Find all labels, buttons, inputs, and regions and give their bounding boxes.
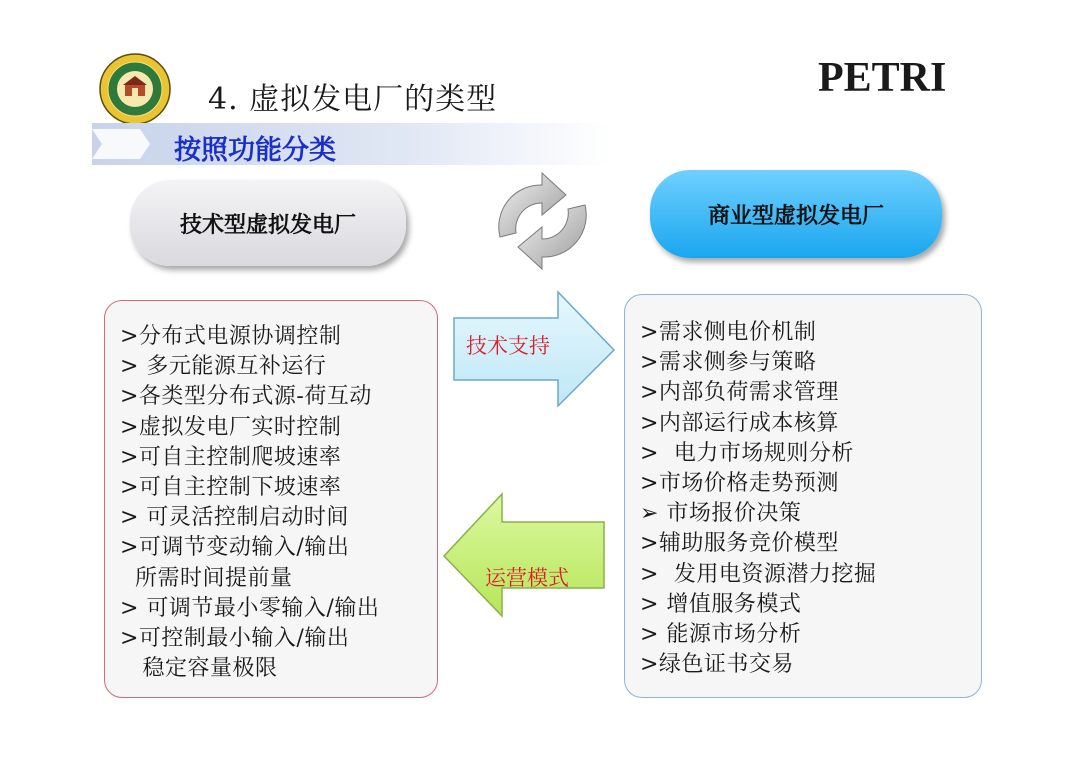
list-item: > 发用电资源潜力挖掘 xyxy=(640,561,877,587)
list-item: >市场价格走势预测 xyxy=(640,471,839,497)
list-item: >可控制最小输入/输出 xyxy=(120,626,350,652)
section-subtitle: 按照功能分类 xyxy=(174,135,336,166)
tech-support-label: 技术支持 xyxy=(466,334,550,358)
list-item: >需求侧电价机制 xyxy=(640,320,817,345)
list-item: > 多元能源互补运行 xyxy=(120,354,327,380)
chevron-right-icon xyxy=(92,123,172,165)
list-item: ➢ 市场报价决策 xyxy=(640,501,802,527)
list-item: >可自主控制爬坡速率 xyxy=(120,444,342,470)
list-item: >绿色证书交易 xyxy=(640,652,794,678)
list-item: > 可调节最小零输入/输出 xyxy=(120,595,380,621)
page-title: 4. 虚拟发电厂的类型 xyxy=(208,82,498,117)
list-item: >虚拟发电厂实时控制 xyxy=(120,414,342,440)
technical-vpp-heading: 技术型虚拟发电厂 xyxy=(130,180,406,266)
list-item: >可调节变动输入/输出 xyxy=(120,535,350,561)
university-seal-logo xyxy=(98,52,172,126)
list-item: >需求侧参与策略 xyxy=(640,350,817,376)
list-item: > 可灵活控制启动时间 xyxy=(120,505,349,531)
operation-mode-label: 运营模式 xyxy=(485,566,569,590)
commercial-vpp-heading: 商业型虚拟发电厂 xyxy=(650,170,942,258)
commercial-feature-list xyxy=(640,318,876,680)
list-item: > 电力市场规则分析 xyxy=(640,440,854,466)
list-item: >可自主控制下坡速率 xyxy=(120,475,342,501)
list-item: >辅助服务竞价模型 xyxy=(640,531,839,557)
list-item: >分布式电源协调控制 xyxy=(120,324,342,349)
list-item: >内部负荷需求管理 xyxy=(640,380,839,406)
refresh-cycle-icon xyxy=(470,165,615,275)
arrow-left-icon xyxy=(440,490,608,620)
list-item: >各类型分布式源-荷互动 xyxy=(120,384,372,410)
list-item: > 能源市场分析 xyxy=(640,622,802,648)
technical-feature-list xyxy=(120,322,379,684)
brand-logo-text: PETRI xyxy=(818,55,947,101)
list-item: 稳定容量极限 xyxy=(120,656,278,682)
list-item: > 增值服务模式 xyxy=(640,591,802,617)
list-item: 所需时间提前量 xyxy=(120,565,293,591)
list-item: >内部运行成本核算 xyxy=(640,410,839,436)
